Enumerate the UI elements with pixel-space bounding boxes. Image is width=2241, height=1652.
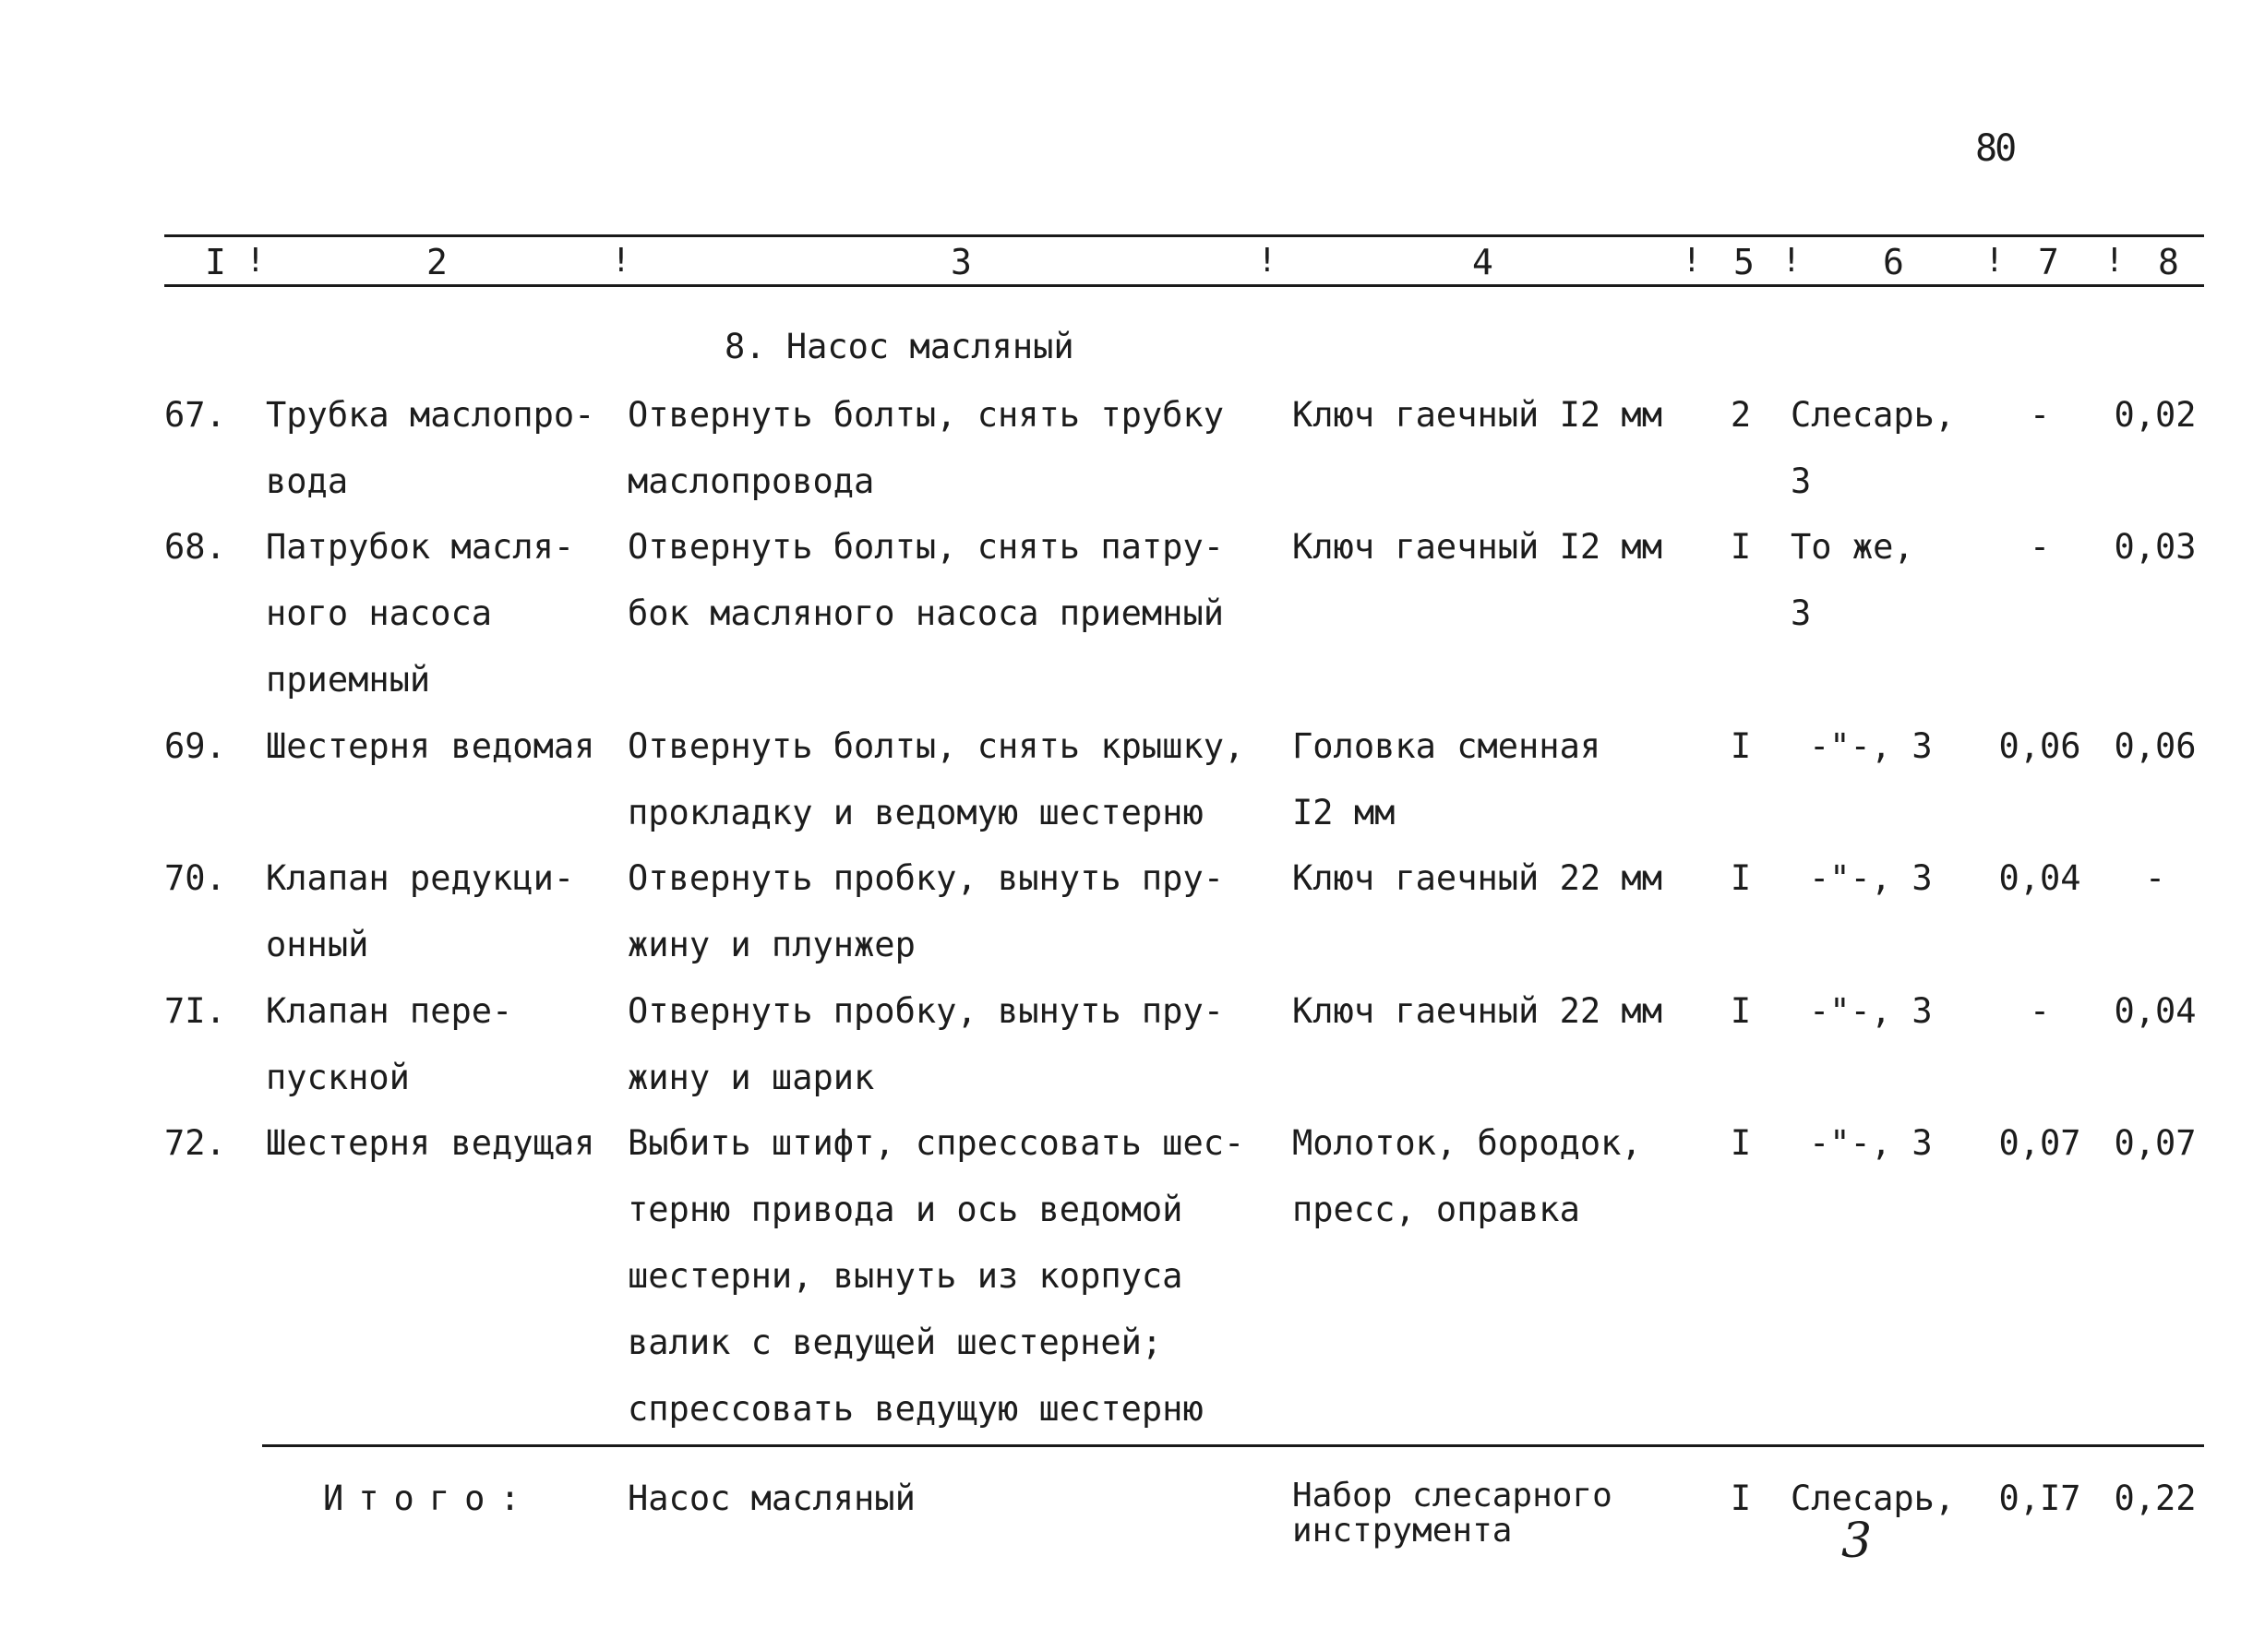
header-col-3: 3 (951, 242, 972, 282)
header-separator: ! (611, 242, 631, 280)
table-top-rule (164, 234, 2204, 237)
total-label: Итого: (323, 1478, 535, 1518)
quantity: 2 (1730, 395, 1752, 435)
part-name: Патрубок масля- ного насоса приемный (266, 527, 575, 700)
value-col-8: 0,07 (2114, 1123, 2197, 1163)
total-value-col-8: 0,22 (2114, 1478, 2197, 1518)
table-header-rule (164, 284, 2204, 287)
total-tool: Набор слесарного инструмента (1292, 1477, 1612, 1550)
worker: -"-, 3 (1809, 858, 1933, 898)
worker: -"-, 3 (1809, 991, 1933, 1031)
header-col-8: 8 (2158, 242, 2179, 282)
part-name: Шестерня ведущая (266, 1123, 595, 1163)
value-col-8: 0,06 (2114, 726, 2197, 766)
worker: -"-, 3 (1809, 726, 1933, 766)
value-col-8: - (2144, 858, 2166, 898)
section-title: 8. Насос масляный (725, 327, 1074, 366)
header-col-2: 2 (426, 242, 448, 282)
header-col-4: 4 (1472, 242, 1493, 282)
header-col-1: I (205, 242, 226, 282)
header-separator: ! (246, 242, 266, 280)
value-col-7: - (2029, 395, 2051, 435)
operation-text: Отвернуть болты, снять трубку маслопровода (628, 395, 1225, 501)
header-col-6: 6 (1883, 242, 1904, 282)
row-number: 7I. (164, 991, 226, 1031)
value-col-8: 0,03 (2114, 527, 2197, 567)
operation-text: Выбить штифт, спрессовать шес- терню привода и ось ведомой шестерни, вынуть из корпуса валик с ведущей шестерней; спрессовать ведущую шестерню (628, 1123, 1245, 1429)
part-name: Клапан редукци- онный (266, 858, 575, 964)
part-name: Клапан пере- пускной (266, 991, 513, 1097)
tool-name: Ключ гаечный 22 мм (1292, 858, 1662, 898)
worker: То же, 3 (1791, 527, 1914, 633)
header-col-5: 5 (1733, 242, 1755, 282)
value-col-8: 0,02 (2114, 395, 2197, 435)
quantity: I (1730, 858, 1752, 898)
header-separator: ! (2104, 242, 2125, 280)
row-number: 72. (164, 1123, 226, 1163)
value-col-7: 0,04 (1998, 858, 2081, 898)
quantity: I (1730, 1123, 1752, 1163)
quantity: I (1730, 527, 1752, 567)
value-col-7: 0,07 (1998, 1123, 2081, 1163)
tool-name: Ключ гаечный 22 мм (1292, 991, 1662, 1031)
header-separator: ! (1984, 242, 2005, 280)
total-value-col-7: 0,I7 (1998, 1478, 2081, 1518)
handwritten-grade: 3 (1841, 1514, 1873, 1569)
tool-name: Головка сменная I2 мм (1292, 726, 1601, 832)
part-name: Шестерня ведомая (266, 726, 595, 766)
tool-name: Ключ гаечный I2 мм (1292, 395, 1662, 435)
quantity: I (1730, 726, 1752, 766)
header-separator: ! (1682, 242, 1702, 280)
operation-text: Отвернуть пробку, вынуть пру- жину и шарик (628, 991, 1225, 1097)
worker: Слесарь, 3 (1791, 395, 1956, 501)
quantity: I (1730, 991, 1752, 1031)
total-worker: Слесарь, (1791, 1478, 1956, 1518)
page-number: 80 (1975, 127, 2015, 170)
value-col-8: 0,04 (2114, 991, 2197, 1031)
value-col-7: 0,06 (1998, 726, 2081, 766)
row-number: 68. (164, 527, 226, 567)
total-quantity: I (1730, 1478, 1752, 1518)
row-number: 69. (164, 726, 226, 766)
operation-text: Отвернуть болты, снять патру- бок масляного насоса приемный (628, 527, 1225, 633)
operation-text: Отвернуть болты, снять крышку, прокладку и ведомую шестерню (628, 726, 1245, 832)
worker: -"-, 3 (1809, 1123, 1933, 1163)
header-separator: ! (1781, 242, 1802, 280)
row-number: 67. (164, 395, 226, 435)
value-col-7: - (2029, 527, 2051, 567)
tool-name: Ключ гаечный I2 мм (1292, 527, 1662, 567)
tool-name: Молоток, бородок, пресс, оправка (1292, 1123, 1642, 1229)
value-col-7: - (2029, 991, 2051, 1031)
operation-text: Отвернуть пробку, вынуть пру- жину и плунжер (628, 858, 1225, 964)
part-name: Трубка маслопро- вода (266, 395, 595, 501)
total-rule (262, 1444, 2204, 1447)
header-col-7: 7 (2038, 242, 2059, 282)
total-operation: Насос масляный (628, 1478, 916, 1518)
header-separator: ! (1257, 242, 1277, 280)
row-number: 70. (164, 858, 226, 898)
